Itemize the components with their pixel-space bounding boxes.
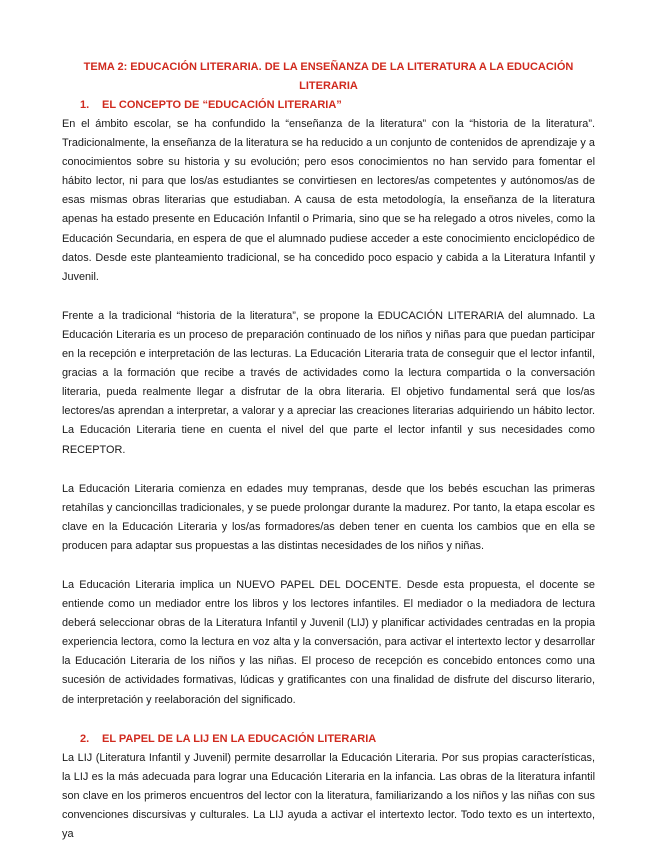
document-title: TEMA 2: EDUCACIÓN LITERARIA. DE LA ENSEÑANZA DE LA LITERATURA A LA EDUCACIÓN LITERARIA <box>83 61 574 92</box>
paragraph-3: La Educación Literaria comienza en edades muy tempranas, desde que los bebés escuchan las primeras retahílas y cancioncillas tradicionales, y se puede prolongar durante la madurez. Por tanto, la etapa escolar es clave en la Educación Literaria y los/as formadores/as deben tener en cuenta los cambios que en ella se producen para adaptar sus propuestas a las distintas necesidades de los niños y niñas. <box>62 482 595 552</box>
paragraph-5: La LIJ (Literatura Infantil y Juvenil) permite desarrollar la Educación Literaria. Por sus propias características, la LIJ es la más adecuada para lograr una Educación Literaria en la infancia. Las obras de la literatura infantil son clave en los primeros encuentros del lector con la literatura, familiarizando a los niños y las niñas con sus convenciones discursivas y culturales. La LIJ ayuda a activar el intertexto lector. Todo texto es un intertexto, ya <box>62 751 595 840</box>
section-1-title: EL CONCEPTO DE “EDUCACIÓN LITERARIA” <box>102 99 342 111</box>
paragraph-4: La Educación Literaria implica un NUEVO PAPEL DEL DOCENTE. Desde esta propuesta, el docente se entiende como un mediador entre los libros y los lectores infantiles. El mediador o la mediadora de lectura deberá seleccionar obras de la Literatura Infantil y Juvenil (LIJ) y planificar actividades centradas en la propia experiencia lectora, como la lectura en voz alta y la conversación, para activar el intertexto lector y desarrollar la Educación Literaria de los niños y las niñas. El proceso de recepción es concebido entonces como una sucesión de actividades formativas, lúdicas y gratificantes con una finalidad de disfrute del discurso literario, de interpretación y reelaboración del significado. <box>62 578 595 706</box>
paragraph-1: En el ámbito escolar, se ha confundido la “enseñanza de la literatura” con la “historia de la literatura”. Tradicionalmente, la enseñanza de la literatura se ha reducido a un conjunto de contenidos de aprendizaje y a conocimientos sobre su historia y su evolución; pero esos conocimientos no han servido para fomentar el hábito lector, ni para que los/as estudiantes se convirtiesen en lectores/as competentes y autónomos/as de esas mismas obras literarias que estudiaban. A causa de esta metodología, la enseñanza de la literatura apenas ha estado presente en Educación Infantil o Primaria, sino que se ha relegado a otros niveles, como la Educación Secundaria, en espera de que el alumnado pudiese acceder a este conocimiento enciclopédico de datos. Desde este planteamiento tradicional, se ha concedido poco espacio y cabida a la Literatura Infantil y Juvenil. <box>62 118 595 283</box>
section-2-number: 2. <box>80 732 90 745</box>
section-2-heading <box>62 730 595 749</box>
section-2-title: EL PAPEL DE LA LIJ EN LA EDUCACIÓN LITERARIA <box>102 732 377 745</box>
paragraph-2: Frente a la tradicional “historia de la literatura”, se propone la EDUCACIÓN LITERARIA del alumnado. La Educación Literaria es un proceso de preparación continuado de los niños y niñas para que puedan participar en la recepción e interpretación de las lecturas. La Educación Literaria trata de conseguir que el lector infantil, gracias a la formación que recibe a través de actividades como la lectura compartida o la conversación literaria, pueda realmente llegar a disfrutar de la obra literaria. El objetivo fundamental será que los/as lectores/as aprendan a interpretar, a valorar y a apreciar las creaciones literarias adquiriendo un hábito lector. La Educación Literaria tiene en cuenta el nivel del que parte el lector infantil y sus necesidades como RECEPTOR. <box>62 309 595 456</box>
section-1-number: 1. <box>80 99 90 111</box>
section-1-heading <box>62 96 595 115</box>
document-page <box>62 58 595 844</box>
